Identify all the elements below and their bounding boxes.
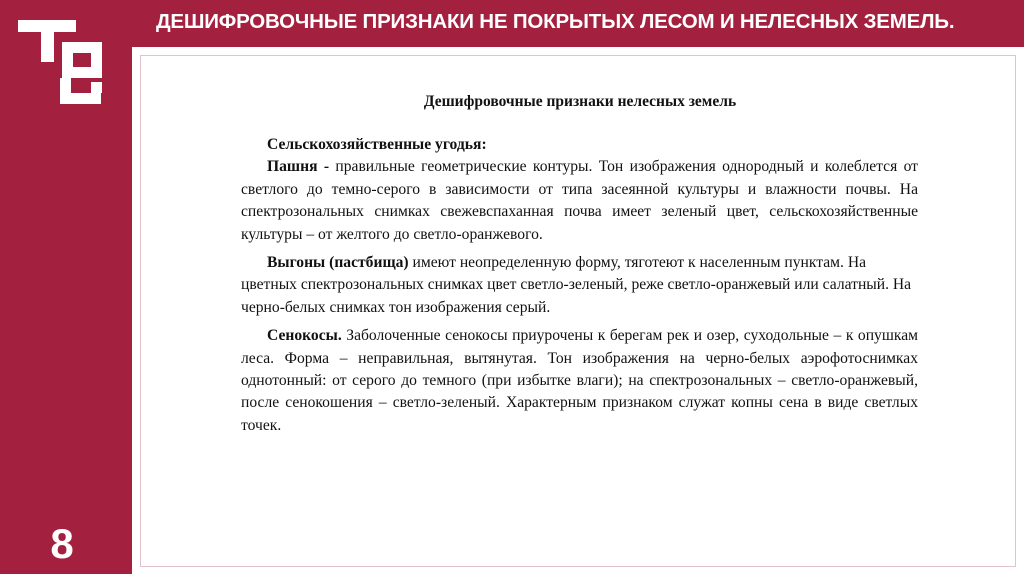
term-hayfields: Сенокосы. — [267, 327, 342, 345]
page-number: 8 — [50, 520, 74, 567]
paragraph-hayfields — [241, 325, 918, 437]
text-pastures: имеют неопределенную форму, тяготеют к населенным пунктам. На цветных спектрозональных снимках цвет светло-зеленый, реже светло-оранжевый или салатный. На черно-белых снимках тон изображения серый. — [241, 254, 912, 316]
title-bar — [132, 0, 1024, 47]
tpu-logo-icon — [14, 18, 114, 106]
document-body — [241, 134, 918, 437]
section-title: Сельскохозяйственные угодья: — [267, 136, 487, 153]
sidebar — [0, 0, 132, 574]
slide-title: ДЕШИФРОВОЧНЫЕ ПРИЗНАКИ НЕ ПОКРЫТЫХ ЛЕСОМ И НЕЛЕСНЫХ ЗЕМЕЛЬ. — [156, 10, 955, 33]
text-hayfields: Заболоченные сенокосы приурочены к берегам рек и озер, суходольные – к опушкам леса. Форма – неправильная, вытянутая. Тон изображения на черно-белых аэрофотоснимках однотонный: от серого до темного (при избытке влаги); на спектрозональных – светло-оранжевый, после сенокошения – светло-зеленый. Характерным признаком служат копны сена в виде светлых точек. — [241, 327, 918, 434]
text-arable: правильные геометрические контуры. Тон изображения однородный и колеблется от светлого до темно-серого в зависимости от типа засеянной культуры и влажности почвы. На спектрозональных снимках свежевспаханная почва имеет зеленый цвет, сельскохозяйственные культуры – от желтого до светло-оранжевого. — [241, 158, 918, 243]
document-heading: Дешифровочные признаки нелесных земель — [423, 93, 737, 110]
paragraph-arable — [241, 156, 918, 246]
paragraph-pastures — [241, 252, 918, 319]
term-arable: Пашня - — [267, 158, 330, 176]
term-pastures: Выгоны (пастбища) — [267, 254, 409, 272]
